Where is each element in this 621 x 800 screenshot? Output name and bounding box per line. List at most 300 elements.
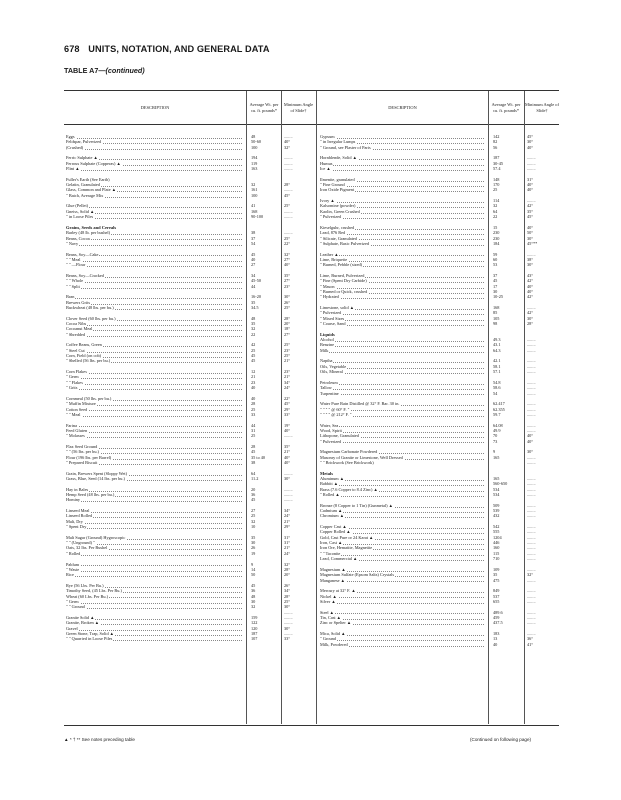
row-avg-weight: 107 <box>251 636 258 642</box>
row-min-angle: 40° <box>284 427 291 433</box>
row-description: Barley (48 lb. per bushel) <box>66 230 111 236</box>
row-min-angle: 26° <box>284 582 291 588</box>
row-description: " " Ground <box>66 604 85 610</box>
row-description: Hay in Bales <box>66 486 89 492</box>
row-avg-weight: 35 to 40 <box>251 454 266 460</box>
row-min-angle: ........ <box>527 529 536 535</box>
row-avg-weight: 11.2 <box>251 476 259 481</box>
row-description: Magnesium ▲ <box>320 566 346 572</box>
row-description: Iron Oxide Pigment <box>320 187 355 193</box>
row-description: Leather ▲ <box>320 251 339 257</box>
row-avg-weight: 25 <box>493 187 498 193</box>
row-min-angle: ........ <box>284 492 293 498</box>
row-description: Green Stone, Trap, Solid ▲ <box>66 630 114 636</box>
row-description: " Ground, see Plaster of Paris <box>320 144 371 150</box>
row-avg-weight: 50 <box>251 572 256 578</box>
row-description: Manganese ▲ <box>320 577 345 583</box>
row-avg-weight: 459 <box>493 614 500 620</box>
row-min-angle: 27° <box>284 278 291 284</box>
row-avg-weight: 28 <box>251 443 256 449</box>
row-min-angle: ........ <box>284 160 293 166</box>
row-description: Gelatin, Granulated <box>66 182 100 188</box>
row-min-angle: ........ <box>527 411 536 417</box>
row-avg-weight: 20 <box>251 486 256 492</box>
row-min-angle: 31° <box>284 540 291 546</box>
running-head-title: UNITS, NOTATION, AND GENERAL DATA <box>88 44 270 54</box>
row-min-angle: ........ <box>527 545 536 551</box>
row-avg-weight: 109 <box>493 566 500 572</box>
row-avg-weight: 25 <box>251 433 256 439</box>
row-avg-weight: 35 <box>251 321 256 327</box>
row-avg-weight: 41 <box>251 203 256 209</box>
row-min-angle: ........ <box>527 550 536 556</box>
row-avg-weight: 25 <box>251 513 256 519</box>
row-avg-weight: 36 <box>251 588 256 594</box>
row-avg-weight: 30-45 <box>493 160 504 166</box>
row-description: " Silicate, Granulated <box>320 235 357 241</box>
row-avg-weight: 85 <box>493 310 498 316</box>
row-min-angle: 43° <box>527 272 534 278</box>
row-avg-weight: 40 <box>251 395 256 401</box>
row-description: Gravel <box>66 625 78 631</box>
running-head <box>64 44 270 54</box>
row-description: Metals <box>320 470 333 476</box>
row-min-angle: 28° <box>284 566 291 572</box>
row-description: Liquids <box>320 331 335 337</box>
row-description: Grains, Seeds and Cereals <box>66 224 117 230</box>
row-avg-weight: 142 <box>493 134 500 139</box>
row-avg-weight: 70 <box>493 433 498 439</box>
row-description: " Pulverized <box>320 310 342 316</box>
row-avg-weight: 26 <box>251 545 256 551</box>
row-min-angle: 42° <box>527 294 534 300</box>
row-avg-weight: 22 <box>493 214 498 220</box>
table-header <box>64 90 559 125</box>
row-avg-weight: 60 <box>493 256 498 262</box>
row-avg-weight: 58.6 <box>493 385 501 391</box>
row-avg-weight: 148 <box>493 176 500 182</box>
row-description: Hemp Seed (48 lbs. per bu.) <box>66 492 115 498</box>
row-description: " in Irregular Lumps <box>320 139 356 145</box>
row-min-angle: 30° <box>527 262 534 268</box>
row-min-angle: 33° <box>284 636 291 642</box>
row-min-angle: ........ <box>527 401 536 407</box>
row-min-angle: 35° <box>284 443 291 449</box>
row-description: Flax Seed Ground <box>66 443 98 449</box>
row-avg-weight: 655 <box>493 598 500 604</box>
row-min-angle: 28° <box>527 321 534 327</box>
row-min-angle: ........ <box>527 459 536 465</box>
row-description: Aluminum ▲ <box>320 476 344 481</box>
row-avg-weight: 34.5 <box>251 305 259 310</box>
row-description: Wood, Spirit <box>320 427 342 433</box>
row-description: Copper Rolled ▲ <box>320 529 351 535</box>
row-min-angle: ........ <box>527 342 536 348</box>
row-description: Flint ▲ <box>66 166 80 172</box>
row-description: Water Pure Rain Distilled @ 32° F. Bar. 30 in. <box>320 401 400 407</box>
row-avg-weight: 28 <box>251 401 256 407</box>
row-min-angle: 40° <box>527 438 534 444</box>
row-description: Beans, Soy—Cake <box>66 251 99 257</box>
row-description: Cornmeal (50 lbs. per bu.) <box>66 395 112 401</box>
row-description: Mercury at 32° F. ▲ <box>320 588 356 594</box>
row-min-angle: ........ <box>527 620 536 626</box>
row-description: Linseed Rolled <box>66 513 93 519</box>
row-min-angle: 29° <box>284 406 291 412</box>
row-min-angle: 27° <box>284 256 291 262</box>
row-min-angle: 25° <box>284 342 291 348</box>
row-avg-weight: 48 <box>251 593 256 599</box>
row-description: Magnesium Carbonate Powdered <box>320 449 378 455</box>
row-min-angle: ........ <box>284 620 293 626</box>
row-min-angle: 42° <box>527 278 534 284</box>
row-description: Gold, Cast Pure or 24 Karat ▲ <box>320 534 374 540</box>
row-description: " Batch, Average Mix <box>66 192 104 198</box>
row-avg-weight: 183 <box>493 630 500 636</box>
row-avg-weight: 15 <box>493 224 498 230</box>
row-min-angle: 30° <box>527 139 534 145</box>
row-min-angle: 45°** <box>527 240 538 246</box>
row-min-angle: 45° <box>284 401 291 407</box>
row-avg-weight: 45 <box>251 251 256 257</box>
row-avg-weight: 54 <box>251 240 256 246</box>
row-description: Tin, Cast ▲ <box>320 614 341 620</box>
row-min-angle: 33° <box>284 411 291 417</box>
row-min-angle: ........ <box>527 588 536 594</box>
row-avg-weight: 58.1 <box>493 363 501 369</box>
row-description: Gypsum <box>320 134 335 139</box>
row-avg-weight: 53 <box>493 262 498 268</box>
row-min-angle: 30° <box>527 235 534 241</box>
column-divider <box>488 124 489 724</box>
row-min-angle: 22° <box>284 240 291 246</box>
row-description: Ilmenite, granulated <box>320 176 355 182</box>
row-min-angle: ........ <box>527 513 536 519</box>
row-avg-weight: 22 <box>251 331 256 337</box>
row-description: " " Quarried in Loose Piles <box>66 636 113 642</box>
row-avg-weight: 475 <box>493 577 500 583</box>
row-description: Granite Solid ▲ <box>66 614 95 620</box>
row-description: " " " " @ 60° F. " <box>320 406 350 412</box>
row-avg-weight: 170 <box>493 182 500 188</box>
row-avg-weight: 21 <box>251 374 256 380</box>
row-avg-weight: 560-650 <box>493 481 508 487</box>
row-avg-weight: 539 <box>493 508 500 514</box>
row-avg-weight: 165 <box>493 454 500 460</box>
row-description: Cadmium ▲ <box>320 508 343 514</box>
row-avg-weight: 30 <box>493 288 498 294</box>
row-description: " " Flakes <box>66 379 83 385</box>
row-avg-weight: 25 <box>251 347 256 353</box>
row-description: Brewers Grits <box>66 299 90 305</box>
row-min-angle: 32° <box>284 561 291 567</box>
row-description: " Prepared Biscuit <box>66 459 98 465</box>
row-description: Tallow <box>320 385 332 391</box>
row-avg-weight: 13 <box>493 636 498 642</box>
row-min-angle: 36° <box>527 636 534 642</box>
row-min-angle: ........ <box>527 347 536 353</box>
row-avg-weight: 54 <box>493 390 498 396</box>
row-description: Lead, 876 Red <box>320 230 346 236</box>
footnote: ▲ * † ** See notes preceding table <box>64 737 135 742</box>
row-description: Flour (196 lbs. per Barrel) <box>66 454 112 460</box>
row-avg-weight: 100 <box>251 192 258 198</box>
row-min-angle: ........ <box>527 390 536 396</box>
row-min-angle: 42° <box>527 310 534 316</box>
row-avg-weight: 90-100 <box>251 214 264 220</box>
row-min-angle: ........ <box>284 630 293 636</box>
row-description: " Mason <box>320 283 335 289</box>
row-avg-weight: 54.8 <box>493 379 501 385</box>
right-avg-weight-header: Average Wt. per cu. ft. pounds* <box>491 102 521 113</box>
right-description-header: DESCRIPTION <box>388 104 417 110</box>
row-avg-weight: 542 <box>493 524 500 530</box>
row-min-angle: 24° <box>284 385 291 391</box>
row-description: Rice <box>66 572 74 578</box>
row-avg-weight: 31 <box>251 427 256 433</box>
row-description: Silver ▲ <box>320 598 336 604</box>
row-min-angle: 40° <box>284 459 291 465</box>
row-avg-weight: 9 <box>493 449 496 455</box>
row-min-angle: 35° <box>527 208 534 214</box>
row-avg-weight: 42.1 <box>493 358 501 364</box>
row-description: " Steel Cut <box>66 347 85 353</box>
row-min-angle: ........ <box>527 534 536 540</box>
row-avg-weight: 33 <box>251 411 256 417</box>
row-avg-weight: 10-25 <box>493 294 504 300</box>
row-min-angle: 22° <box>284 395 291 401</box>
row-min-angle: 40° <box>527 187 534 193</box>
row-description: Turpentine <box>320 390 339 396</box>
row-avg-weight: 98 <box>493 321 498 327</box>
row-description: Granite, Broken ▲ <box>66 620 100 626</box>
row-description: Iron, Cast ▲ <box>320 540 343 546</box>
row-description: Feldspar, Pulverized <box>66 139 102 145</box>
row-description: " Burned or Quick, crushed <box>320 288 368 294</box>
row-min-angle: ........ <box>527 481 536 487</box>
row-description: Brass (7.6 Copper to 8.4 Zinc) ▲ <box>320 486 378 492</box>
row-avg-weight: 62.355 <box>493 406 505 412</box>
row-avg-weight: 45 <box>493 278 498 284</box>
row-min-angle: ........ <box>284 497 293 503</box>
row-description: Corn Flakes <box>66 369 87 375</box>
row-avg-weight: 25 <box>251 406 256 412</box>
row-avg-weight: 38 <box>251 459 256 465</box>
row-min-angle: ........ <box>284 208 293 214</box>
row-min-angle: 40° <box>527 288 534 294</box>
row-avg-weight: 115 <box>493 550 500 556</box>
row-avg-weight: 534 <box>493 486 500 492</box>
row-description: Hominy <box>66 497 81 503</box>
row-min-angle: 26° <box>284 299 291 305</box>
row-min-angle: 40° <box>527 182 534 188</box>
row-avg-weight: 45 <box>251 358 256 364</box>
row-avg-weight: 163 <box>251 166 258 172</box>
row-avg-weight: 710 <box>493 556 500 562</box>
row-description <box>66 610 67 615</box>
row-min-angle: 40° <box>284 454 291 460</box>
row-avg-weight: 19 <box>251 550 256 556</box>
row-min-angle: 21° <box>284 449 291 455</box>
row-description: Naptha <box>320 358 333 364</box>
row-description: Kalsomine (powder) <box>320 203 356 209</box>
row-avg-weight: 57.4 <box>493 166 501 172</box>
row-avg-weight: 122 <box>251 620 258 626</box>
row-avg-weight: 10 <box>251 524 256 530</box>
row-min-angle: ........ <box>527 566 536 572</box>
row-avg-weight: 59 <box>493 251 498 257</box>
row-description: Farina <box>66 422 77 428</box>
row-description: Buckwheat (48 lbs. per bu.) <box>66 305 114 310</box>
row-description: Mica, Solid ▲ <box>320 630 346 636</box>
column-divider <box>246 124 247 724</box>
row-min-angle: 40° <box>284 139 291 145</box>
row-description: Nickel ▲ <box>320 593 337 599</box>
row-avg-weight: 16-20 <box>251 294 262 300</box>
row-description: (Crushed) <box>66 144 84 150</box>
row-min-angle: 30° <box>527 315 534 321</box>
row-min-angle: 38° <box>527 256 534 262</box>
row-min-angle: ........ <box>527 614 536 620</box>
row-min-angle: 31° <box>527 176 534 182</box>
row-min-angle: 20° <box>284 321 291 327</box>
row-avg-weight: 49.9 <box>493 427 501 433</box>
row-description: Wheat (60 Lbs. Per Bu.) <box>66 593 109 599</box>
row-avg-weight: 40 <box>251 385 256 391</box>
row-avg-weight: 42 <box>251 342 256 348</box>
row-description: " " Brickwork (See Brickwork) <box>320 459 374 465</box>
row-description: " Waste <box>66 566 80 572</box>
row-avg-weight: 40 <box>251 256 256 262</box>
row-min-angle: ........ <box>284 214 293 220</box>
row-description: Ferric Sulphate ▲ <box>66 155 98 161</box>
row-avg-weight: 27 <box>251 262 256 268</box>
row-description: Benzine <box>320 342 335 348</box>
row-description: Lithopone, Granulated <box>320 433 359 439</box>
row-min-angle: 23° <box>284 347 291 353</box>
row-min-angle: ........ <box>284 166 293 172</box>
row-min-angle: 40° <box>527 283 534 289</box>
row-avg-weight: 56 <box>493 144 498 150</box>
row-description: Lime, Burned, Pulverized <box>320 272 365 278</box>
row-avg-weight: 49.3 <box>493 337 501 343</box>
row-min-angle: 40° <box>527 224 534 230</box>
row-min-angle: ........ <box>284 134 293 139</box>
row-avg-weight: 489.6 <box>493 609 503 615</box>
row-avg-weight: 40 <box>493 641 498 647</box>
row-avg-weight: 187 <box>493 155 500 161</box>
row-description: Milk, Powdered <box>320 641 348 647</box>
row-description: Fuller's Earth (See Earth) <box>66 176 110 182</box>
row-min-angle: ........ <box>527 630 536 636</box>
row-min-angle: 29° <box>284 524 291 530</box>
row-min-angle: 41° <box>527 641 534 647</box>
row-description: " Pulverized <box>320 438 342 444</box>
row-description: Babbitt ▲ <box>320 481 338 487</box>
row-avg-weight: 105 <box>493 315 500 321</box>
row-description: Glass, Common and Plate ▲ <box>66 187 116 193</box>
row-description: Oats, 32 lbs. Per Bushel <box>66 545 108 551</box>
row-min-angle: 25° <box>284 203 291 209</box>
row-avg-weight: 45 <box>251 497 256 503</box>
row-description: " Shredded <box>66 331 86 337</box>
row-avg-weight: 44 <box>251 283 256 289</box>
row-description: Glue (Pellet) <box>66 203 89 209</box>
row-min-angle: ........ <box>527 422 536 428</box>
row-min-angle: 34° <box>284 588 291 594</box>
row-description: " Coarse, Sand <box>320 321 346 327</box>
row-min-angle: 34° <box>284 379 291 385</box>
row-description: Limestone, solid ▲ <box>320 305 354 310</box>
row-min-angle: ........ <box>527 305 536 310</box>
row-description: " " Meal <box>66 411 81 417</box>
row-min-angle: 40° <box>527 144 534 150</box>
row-avg-weight: 35 <box>493 572 498 578</box>
row-min-angle: 32° <box>284 251 291 257</box>
row-min-angle: 24° <box>284 550 291 556</box>
row-avg-weight: 32 <box>251 182 256 188</box>
row-min-angle: 25° <box>284 235 291 241</box>
row-min-angle: 30° <box>284 294 291 300</box>
row-avg-weight: 37 <box>493 272 498 278</box>
row-min-angle: ........ <box>527 406 536 412</box>
row-min-angle: ........ <box>527 198 536 204</box>
row-min-angle: 20° <box>284 572 291 578</box>
row-avg-weight: 35 <box>251 534 256 540</box>
row-min-angle: 21° <box>284 358 291 364</box>
row-description: " " Meal <box>66 256 81 262</box>
row-description: " Navy <box>66 240 79 246</box>
row-avg-weight: 119 <box>251 160 258 166</box>
row-description: Copper Cast ▲ <box>320 524 347 530</box>
row-min-angle: ........ <box>284 470 293 476</box>
row-min-angle: ........ <box>527 385 536 391</box>
row-avg-weight: 45 <box>251 353 256 359</box>
row-description: Malt, Dry <box>66 518 83 524</box>
row-description: Ferrous Sulphate (Copperas) ▲ <box>66 160 121 166</box>
row-description: Bronze (8 Copper to 1 Tin) (Gunmetal) ▲ <box>320 502 393 508</box>
row-description: Zinc or Spelter ▲ <box>320 620 352 626</box>
row-description: " in Loose Piles <box>66 214 94 220</box>
row-min-angle: ........ <box>527 577 536 583</box>
row-description: " " (Unground) " <box>66 540 95 546</box>
row-avg-weight: 437.5 <box>493 620 503 626</box>
row-description: Milk <box>320 347 329 353</box>
left-min-angle-header: Minimum Angle of Slide† <box>283 102 314 113</box>
row-avg-weight: 64 <box>251 470 256 476</box>
row-min-angle: 50° <box>527 230 534 236</box>
column-divider <box>524 124 525 724</box>
row-min-angle: 25° <box>284 305 291 310</box>
row-avg-weight: 120 <box>251 625 258 631</box>
row-avg-weight: 82 <box>493 139 498 145</box>
row-avg-weight: 73 <box>493 438 498 444</box>
row-description: Eggs <box>66 134 75 139</box>
row-avg-weight: 165 <box>493 476 500 481</box>
row-avg-weight: 555 <box>493 529 500 535</box>
row-description: " Germ <box>66 374 79 380</box>
row-description: Coffee Beans, Green <box>66 342 102 348</box>
row-avg-weight: 38 <box>251 230 256 236</box>
row-avg-weight: 230 <box>493 230 500 236</box>
left-avg-weight-header: Average Wt. per cu. ft. pounds* <box>249 102 279 113</box>
right-min-angle-header: Minimum Angle of Slide† <box>525 102 559 113</box>
left-table-body <box>66 134 316 642</box>
row-avg-weight: 43.1 <box>493 342 501 348</box>
row-avg-weight: 64.08 <box>493 422 503 428</box>
left-description-header: DESCRIPTION <box>140 104 170 110</box>
row-description: " Sulphate, Basic Pulverized <box>320 240 370 246</box>
